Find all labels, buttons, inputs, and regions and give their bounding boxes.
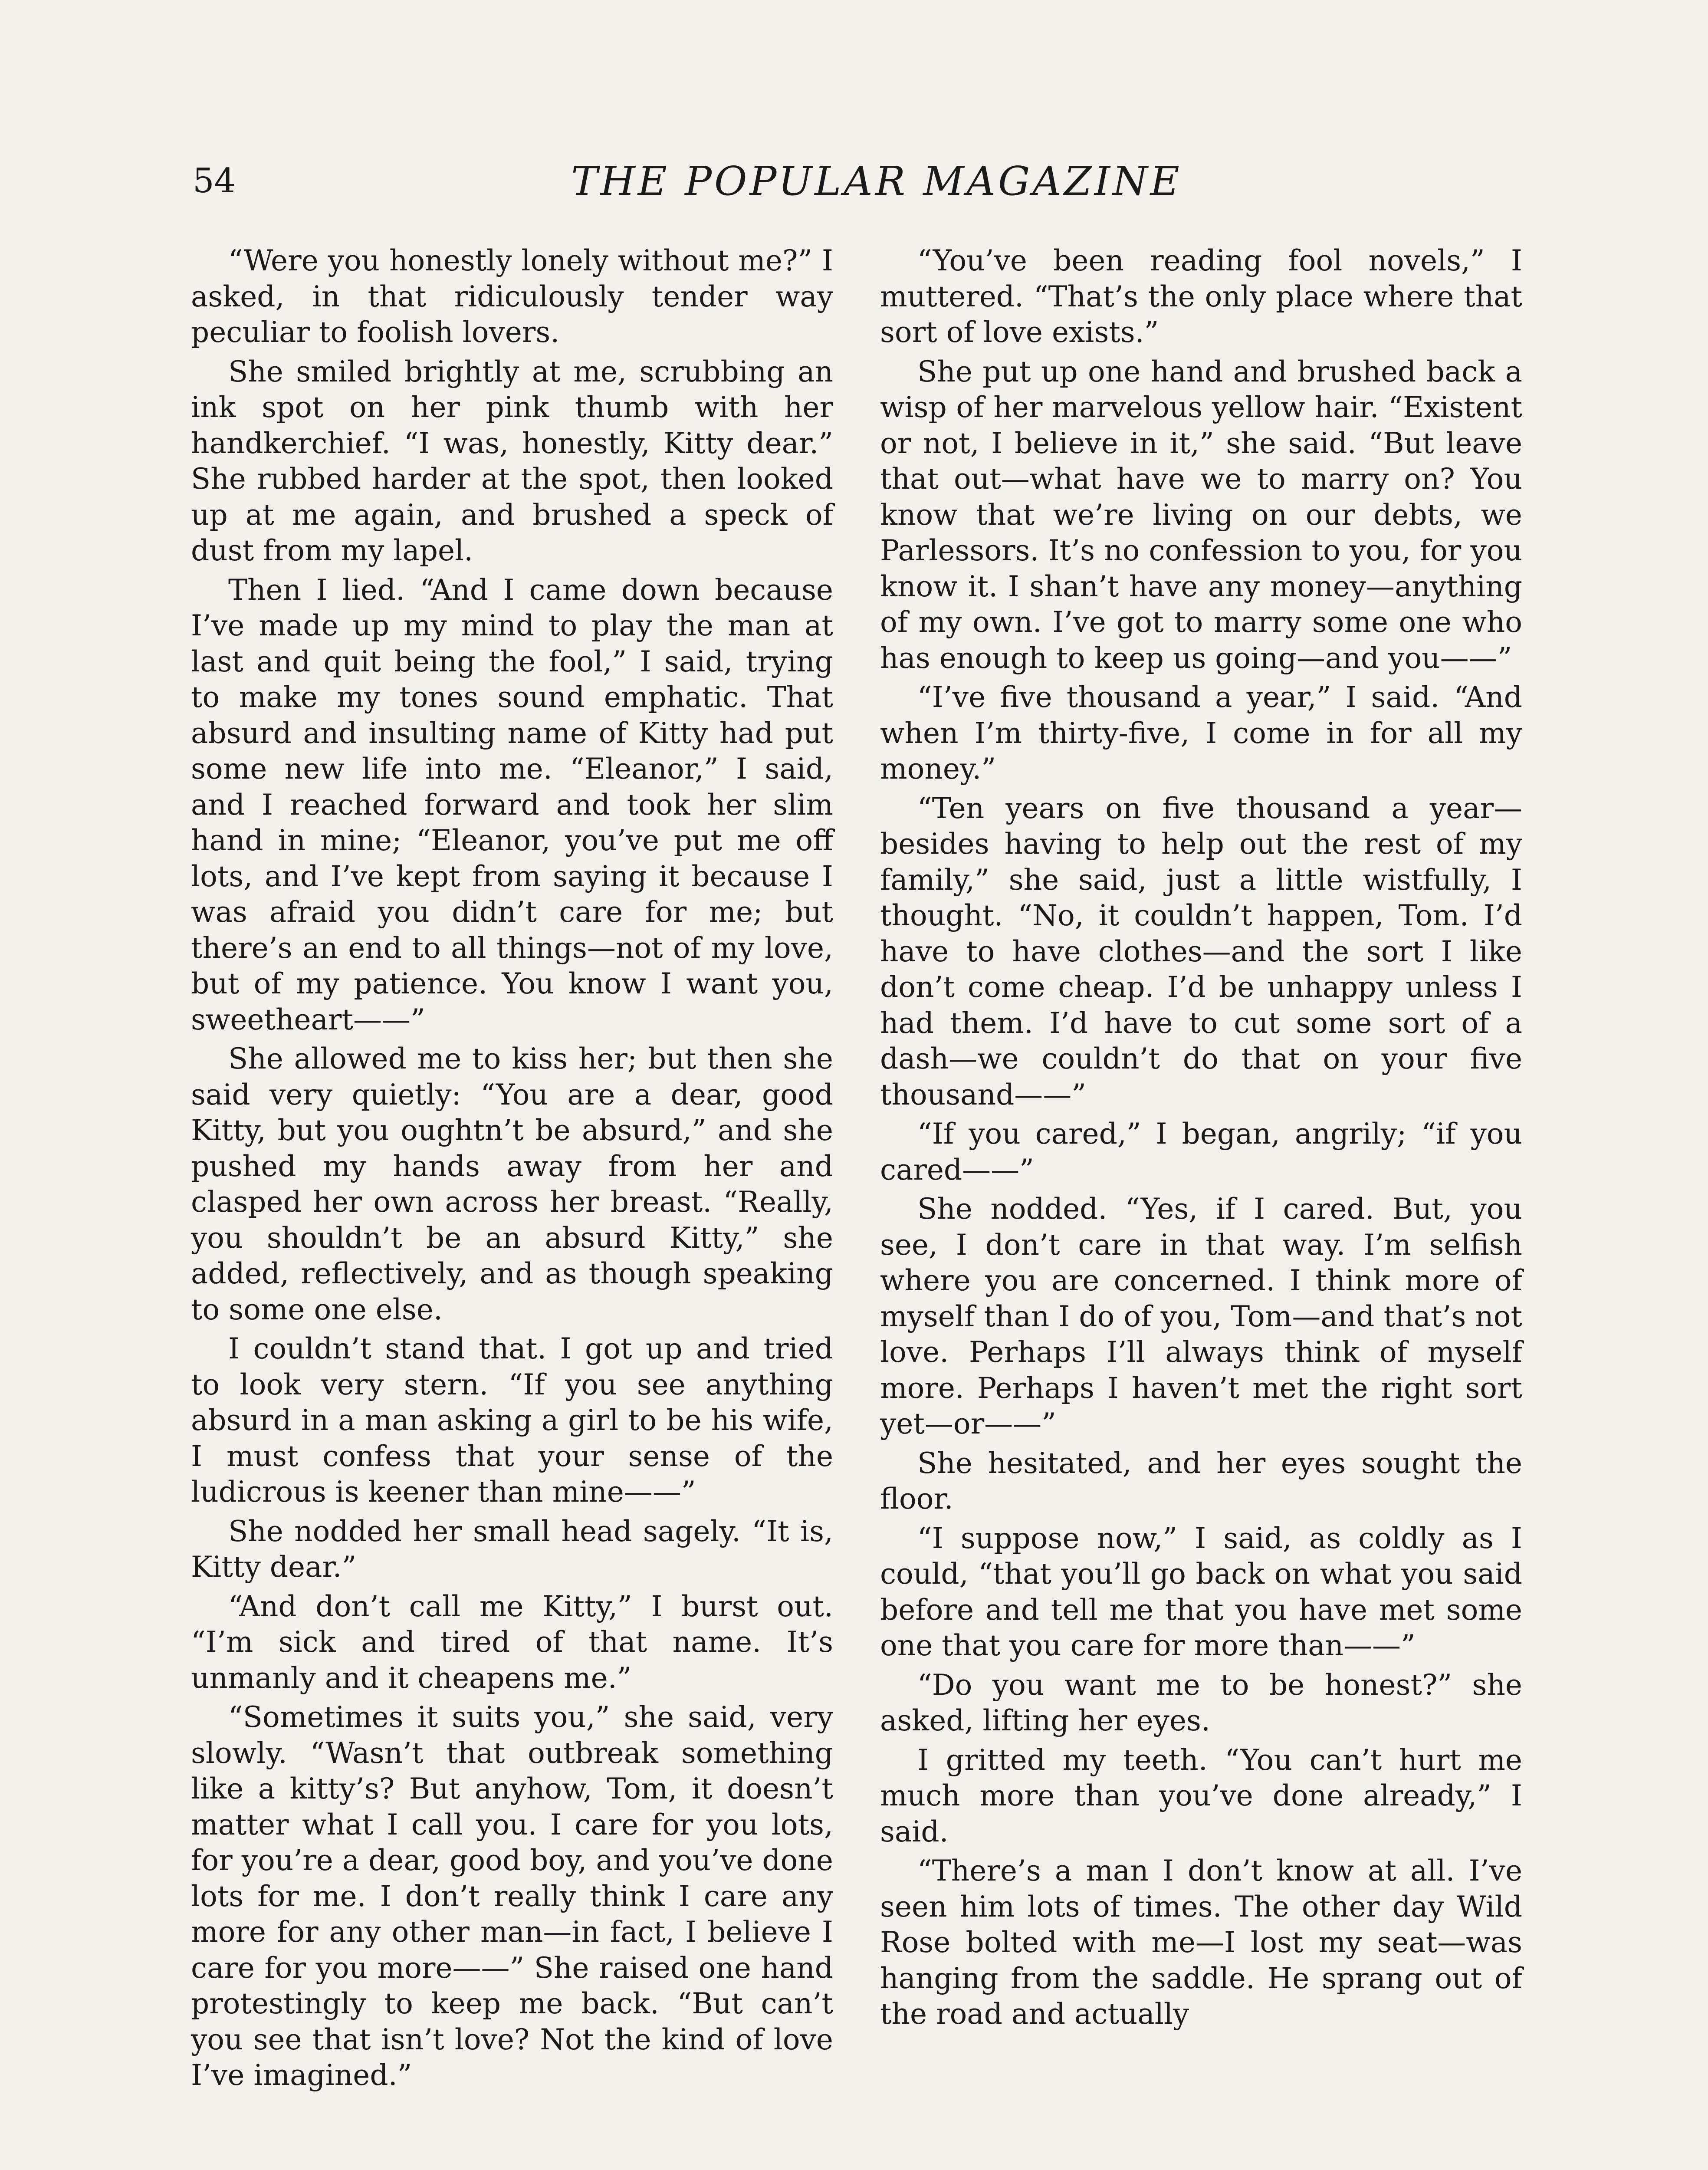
paragraph: She nodded. “Yes, if I cared. But, you see, I don’t care in that way. I’m selfish where you are concerned. I think more of myself than I do of you, Tom—and that’s not love. Perhaps I’ll always think of myself more. Perhaps I haven’t met the right sort yet—or——” [880,1192,1522,1440]
paragraph: She hesitated, and her eyes sought the floor. [880,1446,1522,1516]
paragraph: “Ten years on five thousand a year—besides having to help out the rest of my family,” she said, just a little wistfully, I thought. “No, it couldn’t happen, Tom. I’d have to have clothes—and the sort I like don’t come cheap. I’d be unhappy unless I had them. I’d have to cut some sort of a dash—we couldn’t do that on your five thousand——” [880,791,1522,1111]
paragraph: “If you cared,” I began, angrily; “if you cared——” [880,1117,1522,1187]
paragraph: I couldn’t stand that. I got up and tried to look very stern. “If you see anything absurd in a man asking a girl to be his wife, I must confess that your sense of the ludicrous is keener than mine——” [191,1332,833,1509]
paragraph: “I suppose now,” I said, as coldly as I could, “that you’ll go back on what you said before and tell me that you have met some one that you care for more than——” [880,1521,1522,1662]
paragraph: She put up one hand and brushed back a wisp of her marvelous yellow hair. “Existent or not, I believe in it,” she said. “But leave that out—what have we to marry on? You know that we’re living on our debts, we Parlessors. It’s no confession to you, for you know it. I shan’t have any money—anything of my own. I’ve got to marry some one who has enough to keep us going—and you——” [880,355,1522,675]
running-head-title: THE POPULAR MAGAZINE [571,158,1182,204]
paragraph: “Were you honestly lonely without me?” I asked, in that ridiculously tender way peculiar to foolish lovers. [191,244,833,349]
paragraph: “You’ve been reading fool novels,” I muttered. “That’s the only place where that sort of love exists.” [880,244,1522,349]
page-number: 54 [193,161,236,201]
paragraph: “And don’t call me Kitty,” I burst out. “I’m sick and tired of that name. It’s unmanly and it cheapens me.” [191,1589,833,1695]
paragraph: “I’ve five thousand a year,” I said. “And when I’m thirty-five, I come in for all my money.” [880,681,1522,786]
right-text-column [880,243,1522,2036]
paragraph: “There’s a man I don’t know at all. I’ve seen him lots of times. The other day Wild Rose bolted with me—I lost my seat—was hanging from the saddle. He sprang out of the road and actually [880,1854,1522,2031]
paragraph: She allowed me to kiss her; but then she said very quietly: “You are a dear, good Kitty, but you oughtn’t be absurd,” and she pushed my hands away from her and clasped her own across her breast. “Really, you shouldn’t be an absurd Kitty,” she added, reflectively, and as though speaking to some one else. [191,1042,833,1326]
paragraph: I gritted my teeth. “You can’t hurt me much more than you’ve done already,” I said. [880,1743,1522,1848]
paragraph: “Do you want me to be honest?” she asked, lifting her eyes. [880,1668,1522,1737]
paragraph: She smiled brightly at me, scrubbing an ink spot on her pink thumb with her handkerchief. “I was, honestly, Kitty dear.” She rubbed harder at the spot, then looked up at me again, and brushed a speck of dust from my lapel. [191,355,833,567]
paragraph: Then I lied. “And I came down because I’ve made up my mind to play the man at last and quit being the fool,” I said, trying to make my tones sound emphatic. That absurd and insulting name of Kitty had put some new life into me. “Eleanor,” I said, and I reached forward and took her slim hand in mine; “Eleanor, you’ve put me off lots, and I’ve kept from saying it because I was afraid you didn’t care for me; but there’s an end to all things—not of my love, but of my patience. You know I want you, sweetheart——” [191,573,833,1036]
paragraph: “Sometimes it suits you,” she said, very slowly. “Wasn’t that outbreak something like a kitty’s? But anyhow, Tom, it doesn’t matter what I call you. I care for you lots, for you’re a dear, good boy, and you’ve done lots for me. I don’t really think I care any more for any other man—in fact, I believe I care for you more——” She raised one hand protestingly to keep me back. “But can’t you see that isn’t love? Not the kind of love I’ve imagined.” [191,1700,833,2092]
left-text-column [191,243,833,2097]
paragraph: She nodded her small head sagely. “It is, Kitty dear.” [191,1514,833,1584]
